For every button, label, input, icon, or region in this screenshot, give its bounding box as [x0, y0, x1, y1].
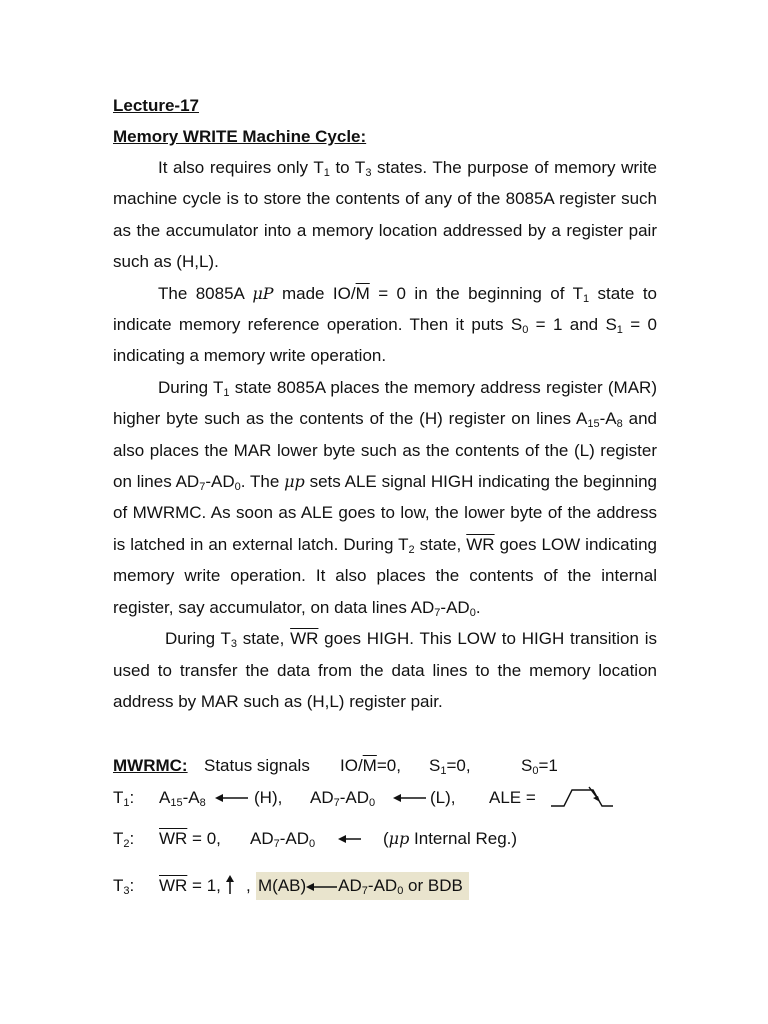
paragraph-4: During $T_3$ state, $\overline{WR}$ goes HIGH. This LOW to HIGH transition is used to transfer the data from the data lines to the memory location address by MAR such as (H,L) register pair.: [113, 629, 657, 711]
left-arrow-icon: [306, 882, 338, 892]
ale-pulse-waveform-icon: [550, 786, 614, 808]
t3-label: $T_3$:: [113, 876, 135, 897]
paragraph-2: The 8085A μP made $IO/\overline{M} = 0$ in the beginning of $T_1$ state to indicate memory reference operation. Then it puts $S_0 = 1$ and $S_1 = 0$ indicating a memory write operation.: [113, 283, 657, 366]
section-heading: Memory WRITE Machine Cycle:: [113, 127, 367, 146]
paragraph-1: It also requires only $T_1$ to $T_3$ states. The purpose of memory write machine cycle is to store the contents of any of the 8085A register such as the accumulator into a memory location addressed by a register pair such as (H,L).: [113, 158, 657, 272]
left-arrow-icon: [393, 793, 427, 803]
h-register: (H),: [254, 788, 283, 807]
status-signals-label: Status signals: [204, 756, 310, 775]
t1-row: [113, 784, 673, 812]
mwrmc-label: MWRMC:: [113, 756, 188, 775]
io-m-signal: $IO/\overline{M}=0$,: [340, 756, 401, 775]
lecture-title: Lecture-17: [113, 96, 199, 115]
up-arrow-icon: [225, 875, 235, 895]
t2-row: [113, 825, 673, 853]
ale-label: ALE =: [489, 788, 536, 807]
memory-write-transfer: M(AB) $AD_7-AD_0$ or BDB: [256, 872, 469, 900]
left-arrow-icon: [338, 834, 362, 844]
address-high-lines: $A_{15}-A_8$: [159, 788, 206, 809]
mu-p-symbol: μP: [252, 283, 274, 303]
wr-high-signal: $\overline{WR} = 1$,: [159, 876, 221, 895]
internal-register-source: (μp Internal Reg.): [383, 829, 518, 848]
mu-p-symbol: μp: [284, 472, 305, 492]
address-data-lines: $AD_7-AD_0$: [250, 829, 316, 850]
t3-comma: ,: [246, 876, 251, 895]
s0-signal: $S_0=1$: [521, 756, 558, 777]
l-register: (L),: [430, 788, 456, 807]
t2-label: $T_2$:: [113, 829, 135, 850]
t1-label: $T_1$:: [113, 788, 135, 809]
paragraph-3: During $T_1$ state 8085A places the memory address register (MAR) higher byte such as the contents of the (H) register on lines $A_{15}-A_8$ and also places the MAR lower byte such as the contents of the (L) register on lines $AD_7-AD_0$. The μp sets ALE signal HIGH indicating the beginning of MWRMC. As soon as ALE goes to low, the lower byte of the address is latched in an external latch. During $T_2$ state, $\overline{WR}$ goes LOW indicating memory write operation. It also places the contents of the internal register, say accumulator, on data lines $AD_7-AD_0$.: [113, 377, 658, 619]
t3-row: [113, 872, 673, 900]
left-arrow-icon: [215, 793, 249, 803]
mwrmc-status-row: [113, 752, 673, 780]
s1-signal: $S_1=0$,: [429, 756, 471, 777]
lecture-content: [113, 90, 658, 897]
address-data-lines: $AD_7-AD_0$: [310, 788, 376, 809]
wr-low-signal: $\overline{WR} = 0$,: [159, 829, 221, 848]
